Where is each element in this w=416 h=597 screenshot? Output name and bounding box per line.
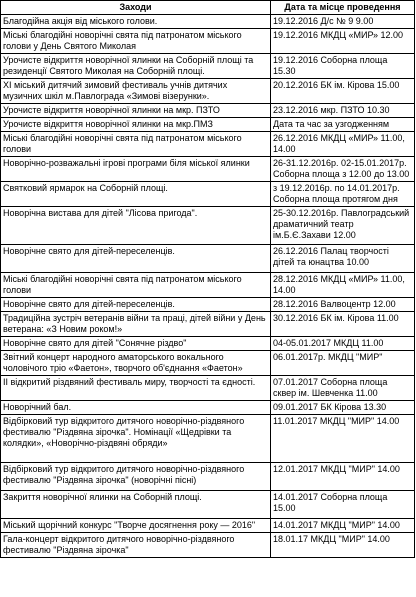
table-row bbox=[1, 15, 415, 29]
date-place-cell: 14.01.2017 Соборна площа 15.00 bbox=[271, 491, 415, 519]
table-row bbox=[1, 415, 415, 463]
event-cell: Міські благодійні новорічні свята під патронатом міського голови bbox=[1, 132, 271, 157]
event-cell: Звітний концерт народного аматорського вокального чоловічого тріо «Фаетон», творчого об'єднання «Фаетон» bbox=[1, 351, 271, 376]
date-place-cell: 28.12.2016 Валвоцентр 12.00 bbox=[271, 298, 415, 312]
event-cell: Гала-концерт відкритого дитячого новорічно-різдвяного фестивалю "Різдвяна зірочка" bbox=[1, 533, 271, 558]
event-cell: Закриття новорічної ялинки на Соборній площі. bbox=[1, 491, 271, 519]
table-row bbox=[1, 337, 415, 351]
table-row bbox=[1, 118, 415, 132]
table-row bbox=[1, 132, 415, 157]
table-row bbox=[1, 29, 415, 54]
event-cell: Святковий ярмарок на Соборній площі. bbox=[1, 182, 271, 207]
date-place-cell: з 19.12.2016р. по 14.01.2017р. Соборна площа протягом дня bbox=[271, 182, 415, 207]
event-cell: Відбірковий тур відкритого дитячого новорічно-різдвяного фестивалю "Різдвяна зірочка". Номінації «Щедрівки та колядки», «Новорічно-різдвяні обряди» bbox=[1, 415, 271, 463]
date-place-cell: 26.12.2016 МКДЦ «МИР» 11.00, 14.00 bbox=[271, 132, 415, 157]
date-place-cell: 07.01.2017 Соборна площа сквер ім. Шевченка 11.00 bbox=[271, 376, 415, 401]
table-row bbox=[1, 298, 415, 312]
date-place-cell: 19.12.2016 МКДЦ «МИР» 12.00 bbox=[271, 29, 415, 54]
event-cell: Новорічний бал. bbox=[1, 401, 271, 415]
date-place-cell: 26.12.2016 Палац творчості дітей та юнацтва 10.00 bbox=[271, 245, 415, 273]
event-cell: Традиційна зустріч ветеранів війни та праці, дітей війни у День ветерана: «З Новим роком!» bbox=[1, 312, 271, 337]
date-place-cell: 18.01.17 МКДЦ "МИР" 14.00 bbox=[271, 533, 415, 558]
event-cell: Новорічно-розважальні ігрові програми біля міської ялинки bbox=[1, 157, 271, 182]
event-cell: Міські благодійні новорічні свята під патронатом міського голови bbox=[1, 273, 271, 298]
event-cell: Відбірковий тур відкритого дитячого новорічно-різдвяного фестивалю "Різдвяна зірочка" (новорічні пісні) bbox=[1, 463, 271, 491]
date-place-cell: Дата та час за узгодженням bbox=[271, 118, 415, 132]
table-row bbox=[1, 491, 415, 519]
table-row bbox=[1, 273, 415, 298]
table-row bbox=[1, 79, 415, 104]
table-header-row bbox=[1, 1, 415, 15]
table-row bbox=[1, 245, 415, 273]
table-row bbox=[1, 463, 415, 491]
event-cell: Урочисте відкриття новорічної ялинки на мкр. ПЗТО bbox=[1, 104, 271, 118]
date-place-cell: 04-05.01.2017 МКДЦ 11.00 bbox=[271, 337, 415, 351]
date-place-cell: 26-31.12.2016р. 02-15.01.2017р. Соборна площа з 12.00 до 13.00 bbox=[271, 157, 415, 182]
table-row bbox=[1, 207, 415, 245]
date-place-cell: 06.01.2017р. МКДЦ "МИР" bbox=[271, 351, 415, 376]
table-row bbox=[1, 312, 415, 337]
table-row bbox=[1, 104, 415, 118]
header-date-place: Дата та місце проведення bbox=[271, 1, 415, 15]
date-place-cell: 30.12.2016 БК ім. Кірова 11.00 bbox=[271, 312, 415, 337]
event-cell: Благодійна акція від міського голови. bbox=[1, 15, 271, 29]
event-cell: Міські благодійні новорічні свята під патронатом міського голови у День Святого Миколая bbox=[1, 29, 271, 54]
date-place-cell: 12.01.2017 МКДЦ "МИР" 14.00 bbox=[271, 463, 415, 491]
date-place-cell: 14.01.2017 МКДЦ "МИР" 14.00 bbox=[271, 519, 415, 533]
event-cell: Новорічне свято для дітей-переселенців. bbox=[1, 298, 271, 312]
date-place-cell: 19.12.2016 Д/с № 9 9.00 bbox=[271, 15, 415, 29]
header-event: Заходи bbox=[1, 1, 271, 15]
event-cell: Новорічне свято для дітей-переселенців. bbox=[1, 245, 271, 273]
date-place-cell: 28.12.2016 МКДЦ «МИР» 11.00, 14.00 bbox=[271, 273, 415, 298]
date-place-cell: 09.01.2017 БК Кірова 13.30 bbox=[271, 401, 415, 415]
table-row bbox=[1, 401, 415, 415]
event-cell: Міський щорічний конкурс "Творче досягнення року — 2016" bbox=[1, 519, 271, 533]
table-row bbox=[1, 519, 415, 533]
table-row bbox=[1, 157, 415, 182]
date-place-cell: 11.01.2017 МКДЦ "МИР" 14.00 bbox=[271, 415, 415, 463]
table-row bbox=[1, 351, 415, 376]
event-cell: XI міський дитячий зимовий фестиваль учнів дитячих музичних шкіл м.Павлограда «Зимові візерунки». bbox=[1, 79, 271, 104]
event-cell: Урочисте відкриття новорічної ялинки на Соборній площі та резиденції Святого Миколая на Соборній площі. bbox=[1, 54, 271, 79]
date-place-cell: 23.12.2016 мкр. ПЗТО 10.30 bbox=[271, 104, 415, 118]
table-row bbox=[1, 54, 415, 79]
event-cell: Урочисте відкриття новорічної ялинки на мкр.ПМЗ bbox=[1, 118, 271, 132]
date-place-cell: 19.12.2016 Соборна площа 15.30 bbox=[271, 54, 415, 79]
table-row bbox=[1, 376, 415, 401]
event-cell: ІІ відкритий різдвяний фестиваль миру, творчості та єдності. bbox=[1, 376, 271, 401]
event-cell: Новорічне свято для дітей "Сонячне різдво" bbox=[1, 337, 271, 351]
table-row bbox=[1, 533, 415, 558]
date-place-cell: 25-30.12.2016р. Павлоградський драматичний театр ім.Б.Є.Захави 12.00 bbox=[271, 207, 415, 245]
table-row bbox=[1, 182, 415, 207]
date-place-cell: 20.12.2016 БК ім. Кірова 15.00 bbox=[271, 79, 415, 104]
event-cell: Новорічна вистава для дітей "Лісова пригода". bbox=[1, 207, 271, 245]
